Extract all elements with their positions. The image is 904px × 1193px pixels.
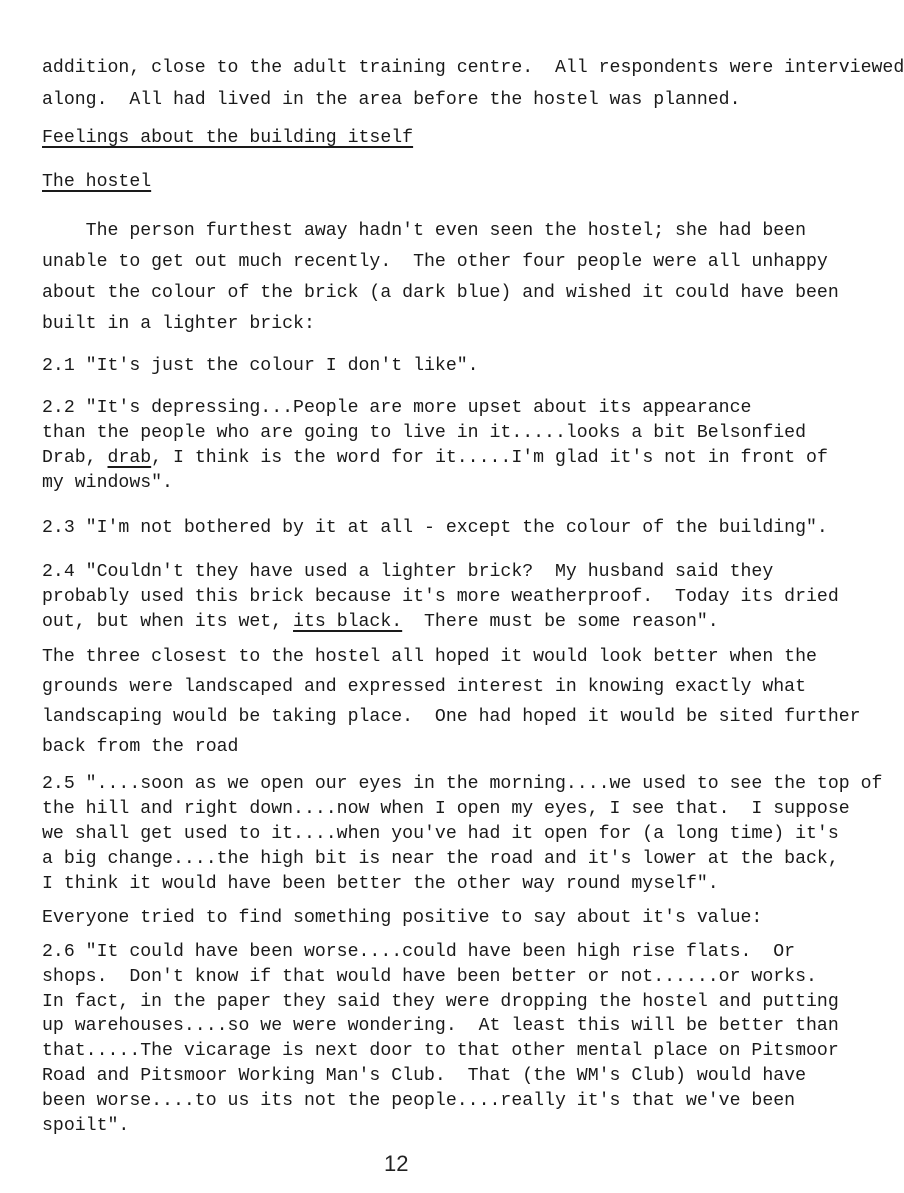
quote-text: out, but when its wet, [42,612,294,632]
paragraph-hostel-colour [42,216,839,340]
quote-line: 2.5 "....soon as we open our eyes in the morning....we used to see the top of [42,774,883,794]
section-heading: Feelings about the building itself [42,128,414,148]
quote-line: than the people who are going to live in it.....looks a bit Belsonfied [42,423,806,443]
quote-line: In fact, in the paper they said they were dropping the hostel and putting [42,991,839,1012]
quote-line: 2.4 "Couldn't they have used a lighter brick? My husband said they [42,562,774,582]
quote-line: Road and Pitsmoor Working Man's Club. That (the WM's Club) would have [42,1065,806,1086]
quote-line: shops. Don't know if that would have been better or not......or works. [42,966,817,987]
paragraph-landscaping [42,642,861,762]
quote-line: I think it would have been better the other way round myself". [42,874,719,894]
quote-2-3: 2.3 "I'm not bothered by it at all - except the colour of the building". [42,518,828,538]
quote-line: spoilt". [42,1115,130,1136]
quote-line: 2.6 "It could have been worse....could have been high rise flats. Or [42,942,796,962]
quote-line: up warehouses....so we were wondering. At least this will be better than [42,1016,839,1037]
underlined-word: drab [107,448,152,468]
quote-line: we shall get used to it....when you've had it open for (a long time) it's [42,824,839,844]
quote-line [42,610,768,635]
paragraph-line: The person furthest away hadn't even seen the hostel; she had been [42,221,806,241]
paragraph-line: The three closest to the hostel all hoped it would look better when the [42,647,817,667]
quote-2-4 [42,560,839,635]
quote-text: , I think is the word for it.....I'm glad it's not in front of [151,448,828,468]
intro-line: along. All had lived in the area before the hostel was planned. [42,90,741,110]
intro-paragraph [42,52,904,116]
underlined-phrase: its black. [293,612,403,632]
quote-2-2 [42,396,828,496]
page-number: 12 [384,1151,409,1176]
paragraph-line: grounds were landscaped and expressed interest in knowing exactly what [42,677,806,697]
quote-text: Drab, [42,448,108,468]
paragraph-line: about the colour of the brick (a dark blue) and wished it could have been [42,283,839,303]
quote-2-6 [42,940,839,1138]
paragraph-line: landscaping would be taking place. One had hoped it would be sited further [42,707,861,727]
quote-line: been worse....to us its not the people....really it's that we've been [42,1090,796,1111]
quote-line: that.....The vicarage is next door to that other mental place on Pitsmoor [42,1041,839,1062]
quote-2-1: 2.1 "It's just the colour I don't like". [42,356,479,376]
paragraph-positive: Everyone tried to find something positive to say about it's value: [42,908,763,928]
paragraph-line: unable to get out much recently. The other four people were all unhappy [42,252,828,272]
quote-line: 2.2 "It's depressing...People are more upset about its appearance [42,398,752,418]
quote-line: my windows". [42,473,173,493]
quote-line: the hill and right down....now when I open my eyes, I see that. I suppose [42,799,850,819]
quote-line: a big change....the high bit is near the road and it's lower at the back, [42,849,839,869]
quote-text: There must be some reason". [402,612,719,632]
paragraph-line: built in a lighter brick: [42,314,315,334]
intro-line: addition, close to the adult training centre. All respondents were interviewed [42,58,904,78]
quote-2-5 [42,772,883,897]
quote-line [42,446,828,471]
sub-heading: The hostel [42,172,152,192]
paragraph-line: back from the road [42,737,239,757]
quote-line: probably used this brick because it's more weatherproof. Today its dried [42,587,839,607]
